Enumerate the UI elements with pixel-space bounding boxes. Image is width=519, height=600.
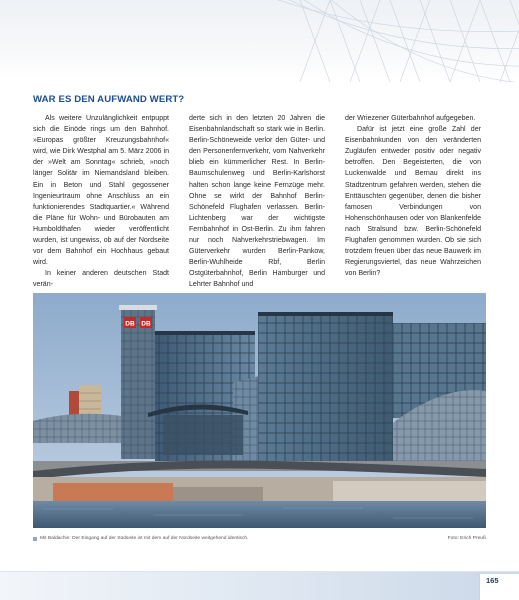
db-sign-right: DB: [141, 320, 151, 328]
berlin-hauptbahnhof-illustration: [33, 293, 486, 528]
photo-caption: [33, 536, 486, 546]
text-column-3: [345, 113, 481, 279]
header-decoration: [0, 0, 519, 82]
paragraph: derte sich in den letzten 20 Jahren die Eisenbahnlandschaft so stark wie in Berlin. Berlin-Schöneweide verlor den Güter- und den Personenfernverkehr, vom Nahverkehr blieb ein kümmerlicher Rest. In Berlin-Baumschulenweg und Berlin-Karlshorst halten schon lange keine Fernzüge mehr. Ohne se wirkt der Bahnhof Berlin-Schönefeld Flughafen verlassen. Berlin-Lichtenberg war der wichtigste Fernbahnhof in Ost-Berlin. Zu ihm fahren nur noch Nahverkehrstriebwagen. Im Güterverkehr wurden Berlin-Pankow, Berlin-Wuhlheide Rbf, Berlin Ostgüterbahnhof, Berlin Hamburger und Lehrter Bahnhof und: [189, 115, 325, 289]
footer-rule: [0, 571, 519, 572]
caption-text: Mit Baldachin: Der Eingang auf der Südseite ist mit dem auf der Nordseite weitgehend identisch.: [40, 536, 249, 541]
db-sign-left: DB: [125, 320, 135, 328]
photo-credit: Foto: Erich Preuß: [447, 536, 486, 541]
paragraph: In keiner anderen deutschen Stadt verän-: [33, 270, 169, 289]
text-column-2: [189, 113, 325, 291]
text-column-1: [33, 113, 169, 291]
paragraph: Als weitere Unzulänglichkeit entpuppt sich die Einöde rings um den Bahnhof. »Europas größter Kreuzungsbahnhof« wird, wie Dirk Westphal am 5. März 2006 in der »Welt am Sonntag« schrieb, »noch länger Solitär im Niemandsland bleiben. Ein in Beton und Stahl gegossener Ingenieurtraum ohne Anschluss an ein funktionierendes Stadtquartier.« Während die Pläne für Wohn- und Bürobauten am Humboldthafen wieder veröffentlicht wurden, ist ungewiss, ob auf der Nordseite vor dem Bahnhof ein Hochhaus gebaut wird.: [33, 115, 169, 267]
page-number: 165: [479, 574, 519, 600]
footer-band: [0, 571, 519, 600]
section-heading: WAR ES DEN AUFWAND WERT?: [33, 94, 185, 105]
paragraph: der Wriezener Güterbahnhof aufgegeben.: [345, 115, 476, 122]
roof-lattice-graphic: [0, 0, 519, 82]
caption-marker: [33, 537, 37, 541]
paragraph: Dafür ist jetzt eine große Zahl der Eisenbahnkunden von den veränderten Zugläufen entweder positiv oder negativ betroffen. Den Begeisterten, die von Luckenwalde und Bernau direkt ins Stadtzentrum gefahren werden, stehen die Enttäuschten gegenüber, denen die bisher famosen Verbindungen von Hohenschönhausen oder von Blankenfelde nach Stralsund bzw. Berlin-Schönefeld Flughafen genommen wurden. Ob sie sich trotzdem freuen über das neue Bauwerk im Regierungsviertel, das neue Wahrzeichen von Berlin?: [345, 126, 481, 278]
station-photo: [33, 293, 486, 528]
